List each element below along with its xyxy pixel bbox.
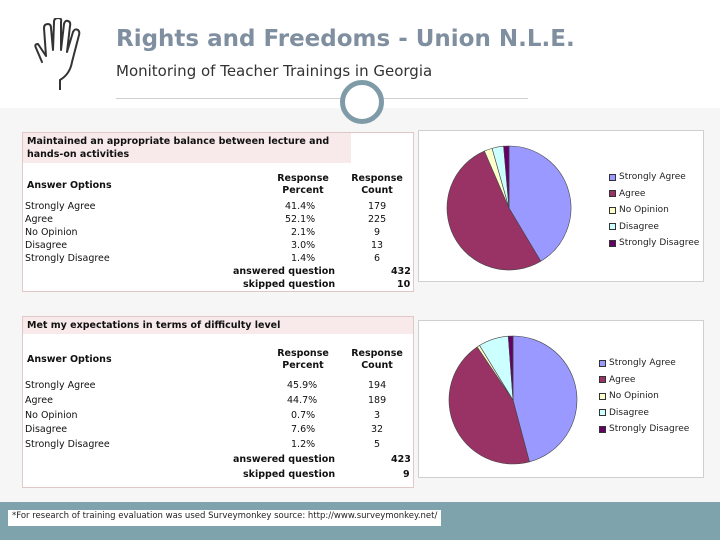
legend-label: No Opinion [609, 391, 659, 402]
legend-label: Strongly Agree [619, 172, 686, 183]
q2-row-count: 3 [374, 410, 381, 421]
table-row [25, 253, 425, 266]
legend-item [609, 202, 699, 219]
q1-count-header-line1: Response [351, 173, 403, 184]
q2-row-option: Disagree [25, 424, 68, 435]
legend-label: Strongly Disagree [609, 424, 690, 435]
legend-label: Disagree [609, 407, 649, 418]
q1-legend [609, 169, 699, 252]
q2-row-percent: 7.6% [291, 424, 316, 435]
q1-row-count: 225 [368, 214, 387, 225]
q2-options-header: Answer Options [27, 354, 112, 365]
q1-count-header-line2: Count [361, 185, 393, 196]
page-title: Rights and Freedoms - Union N.L.E. [116, 26, 575, 52]
table-row [25, 214, 425, 227]
legend-item [609, 169, 699, 186]
q2-row-count: 189 [368, 395, 387, 406]
q1-percent-header [263, 173, 343, 197]
table-row [25, 227, 425, 240]
legend-item [599, 388, 689, 405]
q1-skipped-label: skipped question [243, 279, 336, 290]
q2-count-header-line1: Response [351, 348, 403, 359]
q2-answered-label: answered question [233, 454, 336, 465]
table-row [25, 201, 425, 214]
table-row [25, 439, 425, 452]
q1-options-header: Answer Options [27, 180, 112, 191]
q1-row-percent: 2.1% [291, 227, 316, 238]
legend-label: Strongly Disagree [619, 238, 700, 249]
hand-icon [30, 18, 90, 90]
q1-answered-label: answered question [233, 266, 336, 277]
circle-decoration [340, 80, 384, 124]
q1-row-percent: 41.4% [285, 201, 316, 212]
divider [116, 98, 528, 99]
q1-row-option: Disagree [25, 240, 68, 251]
q1-answered-value: 432 [391, 266, 411, 277]
q2-row-option: Strongly Agree [25, 380, 96, 391]
q2-row-option: Strongly Disagree [25, 439, 110, 450]
footer-note: *For research of training evaluation was used Surveymonkey source: http://www.surveymonkey.net/ [8, 510, 441, 526]
q1-percent-header-line1: Response [277, 173, 329, 184]
legend-label: Strongly Agree [609, 358, 676, 369]
q2-answered-value: 423 [391, 454, 411, 465]
legend-item [609, 235, 699, 252]
q2-row-option: Agree [25, 395, 53, 406]
q2-legend [599, 355, 689, 438]
page-subtitle: Monitoring of Teacher Trainings in Georgia [116, 62, 433, 80]
legend-item [599, 372, 689, 389]
q2-percent-header-line1: Response [277, 348, 329, 359]
q2-pie-chart [435, 323, 591, 479]
q2-percent-header-line2: Percent [282, 360, 324, 371]
legend-label: Disagree [619, 221, 659, 232]
q2-row-option: No Opinion [25, 410, 78, 421]
table-row [25, 410, 425, 423]
q1-row-percent: 3.0% [291, 240, 316, 251]
legend-item [609, 186, 699, 203]
q1-count-header [337, 173, 417, 197]
legend-swatch [609, 207, 616, 214]
legend-swatch [609, 240, 616, 247]
legend-label: No Opinion [619, 205, 669, 216]
q1-pie-chart [433, 133, 583, 283]
table-row [25, 380, 425, 393]
q2-row-count: 32 [371, 424, 384, 435]
legend-swatch [599, 409, 606, 416]
q2-table-panel [22, 316, 414, 488]
legend-swatch [599, 426, 606, 433]
q1-row-option: Agree [25, 214, 53, 225]
q2-pie-panel [418, 320, 704, 478]
q2-row-count: 194 [368, 380, 387, 391]
q1-row-percent: 1.4% [291, 253, 316, 264]
legend-swatch [599, 376, 606, 383]
q2-title: Met my expectations in terms of difficulty level [23, 317, 413, 334]
q1-row-count: 6 [374, 253, 381, 264]
table-row [25, 424, 425, 437]
q2-count-header-line2: Count [361, 360, 393, 371]
q1-row-count: 13 [371, 240, 384, 251]
legend-swatch [599, 360, 606, 367]
q1-skipped-value: 10 [397, 279, 411, 290]
q2-row-percent: 44.7% [287, 395, 318, 406]
q1-row-option: No Opinion [25, 227, 78, 238]
q1-row-option: Strongly Disagree [25, 253, 110, 264]
legend-item [599, 421, 689, 438]
q1-title: Maintained an appropriate balance between lecture and hands-on activities [23, 133, 351, 163]
q1-table-panel [22, 132, 414, 292]
legend-swatch [609, 223, 616, 230]
q2-skipped-label: skipped question [243, 469, 336, 480]
legend-item [609, 219, 699, 236]
q1-row-count: 9 [374, 227, 381, 238]
legend-swatch [609, 174, 616, 181]
legend-swatch [609, 190, 616, 197]
q2-row-percent: 45.9% [287, 380, 318, 391]
q2-skipped-value: 9 [403, 469, 410, 480]
q2-row-percent: 0.7% [291, 410, 316, 421]
legend-label: Agree [619, 188, 646, 199]
q1-pie-panel [418, 130, 704, 282]
q1-percent-header-line2: Percent [282, 185, 324, 196]
q1-row-count: 179 [368, 201, 387, 212]
q2-row-count: 5 [374, 439, 381, 450]
table-row [25, 240, 425, 253]
legend-item [599, 355, 689, 372]
q2-count-header [337, 348, 417, 372]
legend-item [599, 405, 689, 422]
legend-label: Agree [609, 374, 636, 385]
legend-swatch [599, 393, 606, 400]
q1-row-option: Strongly Agree [25, 201, 96, 212]
q1-row-percent: 52.1% [285, 214, 316, 225]
table-row [25, 395, 425, 408]
q2-row-percent: 1.2% [291, 439, 316, 450]
q2-percent-header [263, 348, 343, 372]
